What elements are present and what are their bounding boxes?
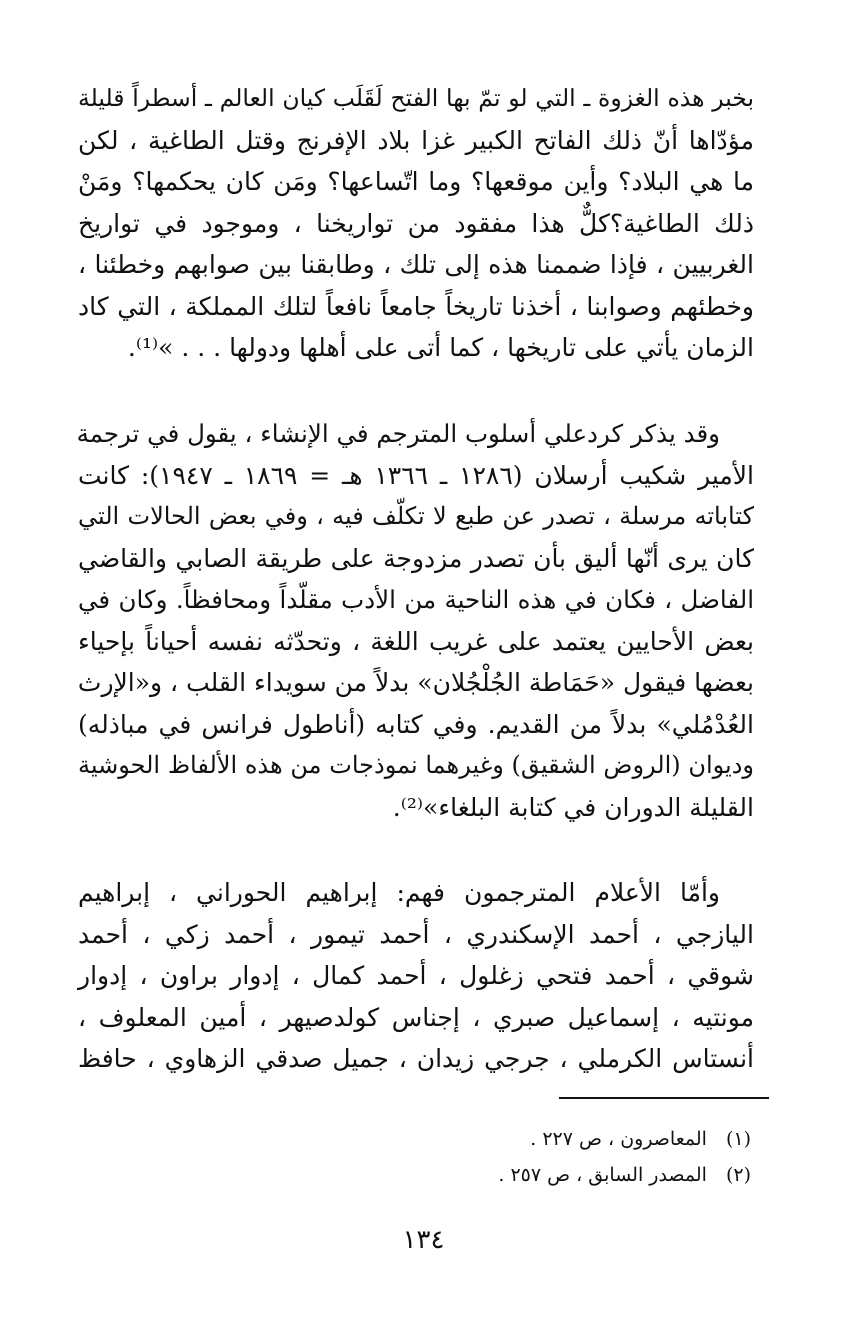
text-line: وأمّا الأعلام المترجمون فهم: إبراهيم الحوراني ، إبراهيم (78, 878, 720, 907)
paragraph-2 (78, 413, 754, 828)
footnote-text: المعاصرون ، ص ٢٢٧ . (530, 1128, 707, 1150)
text-line: وقد يذكر كردعلي أسلوب المترجم في الإنشاء ، يقول في ترجمة (76, 419, 720, 448)
text-line: كان يرى أنّها أليق بأن تصدر مزدوجة على طريقة الصابي والقاضي (78, 543, 754, 573)
text-line: الزمان يأتي على تاريخها ، كما أتى على أهلها ودولها . . . »⁽¹⁾. (127, 333, 754, 362)
text-line: ذلك الطاغية؟كلٌّ هذا مفقود من تواريخنا ، وموجود في تواريخ (78, 208, 754, 238)
footnote-separator (559, 1097, 769, 1099)
paragraph-3 (78, 872, 754, 1080)
text-line: بعض الأحايين يعتمد على غريب اللغة ، وتحدّثه نفسه أحياناً بإحياء (78, 626, 754, 656)
footnote-1 (151, 1124, 751, 1154)
text-line: العُدْمُلي» بدلاً من القديم. وفي كتابه (أناطول فرانس في مباذله) (78, 709, 754, 739)
page-number: ١٣٤ (402, 1225, 445, 1255)
text-line: أنستاس الكرملي ، جرجي زيدان ، جميل صدقي الزهاوي ، حافظ (78, 1044, 754, 1073)
text-line: وديوان (الروض الشقيق) وغيرهما نموذجات من هذه الألفاظ الحوشية (78, 751, 754, 779)
text-line: القليلة الدوران في كتابة البلغاء»⁽²⁾. (392, 792, 754, 822)
text-line: شوقي ، أحمد فتحي زغلول ، أحمد كمال ، إدوار براون ، إدوار (78, 961, 754, 990)
text-line: مونتيه ، إسماعيل صبري ، إجناس كولدصيهر ، أمين المعلوف ، (78, 1002, 754, 1032)
footnote-number: (٢) (725, 1164, 751, 1186)
footnote-text: المصدر السابق ، ص ٢٥٧ . (498, 1164, 707, 1186)
text-line: بعضها فيقول «حَمَاطة الجُلْجُلان» بدلاً من سويداء القلب ، و«الإرث (77, 668, 754, 697)
text-line: مؤدّاها أنّ ذلك الفاتح الكبير غزا بلاد الإفرنج وقتل الطاغية ، لكن (78, 125, 754, 155)
text-line: وخطئهم وصوابنا ، أخذنا تاريخاً جامعاً نافعاً لتلك المملكة ، التي كاد (78, 291, 754, 321)
text-line: كتاباته مرسلة ، تصدر عن طبع لا تكلّف فيه ، وفي بعض الحالات التي (78, 502, 754, 530)
text-line: الغربيين ، فإذا ضممنا هذه إلى تلك ، وطابقنا بين صوابهم وخطئنا ، (78, 250, 754, 279)
text-line: الأمير شكيب أرسلان (١٢٨٦ ـ ١٣٦٦ هـ = ١٨٦٩ ـ ١٩٤٧): كانت (78, 460, 755, 490)
text-line: اليازجي ، أحمد الإسكندري ، أحمد تيمور ، أحمد زكي ، أحمد (78, 919, 754, 949)
text-line: بخبر هذه الغزوة ـ التي لو تمّ بها الفتح لَقَلَب كيان العالم ـ أسطراً قليلة (78, 84, 754, 112)
footnote-number: (١) (725, 1128, 751, 1150)
text-line: ما هي البلاد؟ وأين موقعها؟ وما اتّساعها؟ ومَن كان يحكمها؟ ومَنْ (78, 167, 754, 196)
footnote-2 (151, 1160, 751, 1190)
text-line: الفاضل ، فكان في هذه الناحية من الأدب مقلّداً ومحافظاً. وكان في (78, 585, 754, 614)
paragraph-1 (78, 78, 754, 369)
